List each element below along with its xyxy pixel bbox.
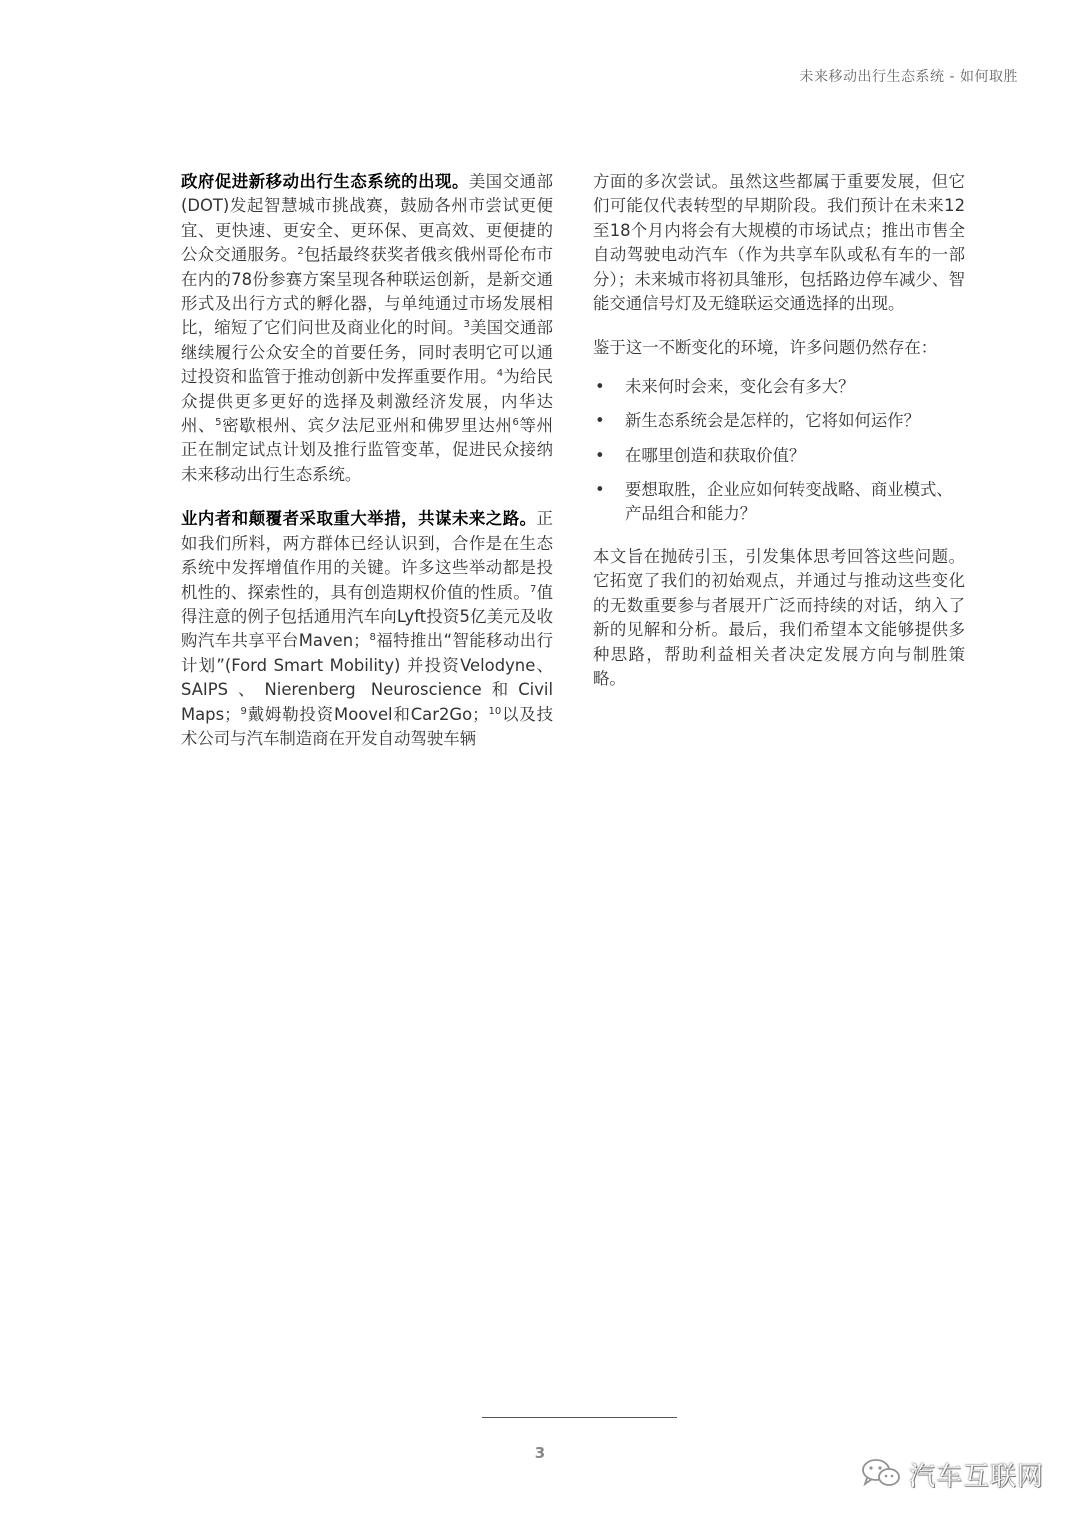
- footer-divider: [482, 1417, 677, 1418]
- footnote-ref: 9: [240, 705, 247, 717]
- body-text: 正如我们所料，两方群体已经认识到，合作是在生态系统中发挥增值作用的关键。许多这些举动都是投机性的、探索性的，具有创造期权价值的性质。: [181, 509, 553, 602]
- body-text: 美国交通部继续履行公众安全的首要任务，同时表明它可以通过投资和监管于推动创新中发挥重要作用。: [181, 318, 554, 387]
- footnote-ref: 2: [297, 246, 304, 258]
- body-text: 值得注意的例子包括通用汽车向Lyft投资5亿美元及收购汽车共享平台Maven；: [181, 582, 554, 651]
- running-header: 未来移动出行生态系统 - 如何取胜: [799, 69, 1018, 85]
- paragraph-lead: 政府促进新移动出行生态系统的出现。: [181, 172, 469, 191]
- list-item-text: 要想取胜，企业应如何转变战略、商业模式、产品组合和能力？: [625, 480, 953, 524]
- paragraph-government: [181, 170, 553, 487]
- watermark: [861, 1456, 1044, 1493]
- body-text: 密歇根州、宾夕法尼亚州和佛罗里达州: [221, 416, 513, 436]
- question-list: [593, 375, 965, 527]
- list-item: [593, 478, 965, 527]
- paragraph-questions-intro: 鉴于这一不断变化的环境，许多问题仍然存在：: [593, 338, 938, 358]
- right-column: [593, 170, 965, 691]
- watermark-text: 汽车互联网: [908, 1462, 1044, 1492]
- wechat-icon: [861, 1458, 901, 1492]
- paragraph-industry: [181, 507, 553, 751]
- list-item: [593, 444, 965, 468]
- footnote-ref: 8: [369, 632, 376, 644]
- footnote-ref: 6: [512, 417, 519, 429]
- footnote-ref: 3: [463, 319, 470, 331]
- left-column: [181, 170, 553, 751]
- list-item: [593, 409, 965, 433]
- bullet-icon: •: [595, 480, 605, 500]
- footnote-ref: 7: [530, 583, 537, 595]
- body-text: 美国交通部(DOT)发起智慧城市挑战赛，鼓励各州市尝试更便宜、更快速、更安全、更环保、更高效、更便捷的公众交通服务。: [181, 172, 554, 265]
- body-text: 等州正在制定试点计划及推行监管变革，促进民众接纳未来移动出行生态系统。: [181, 416, 554, 484]
- bullet-icon: •: [595, 445, 605, 465]
- paragraph-conclusion: 本文旨在抛砖引玉，引发集体思考回答这些问题。它拓宽了我们的初始观点，并通过与推动这些变化的无数重要参与者展开广泛而持续的对话，纳入了新的见解和分析。最后，我们希望本文能够提供多种思路，帮助利益相关者决定发展方向与制胜策略。: [593, 546, 965, 688]
- list-item-text: 在哪里创造和获取价值？: [625, 445, 806, 465]
- body-text: 以及技术公司与汽车制造商在开发自动驾驶车辆: [181, 704, 554, 748]
- bullet-icon: •: [595, 411, 605, 431]
- footnote-ref: 5: [215, 417, 222, 429]
- paragraph-continuation: 方面的多次尝试。虽然这些都属于重要发展，但它们可能仅代表转型的早期阶段。我们预计在未来12至18个月内将会有大规模的市场试点；推出市售全自动驾驶电动汽车（作为共享车队或私有车的一部分）；未来城市将初具雏形，包括路边停车减少、智能交通信号灯及无缝联运交通选择的出现。: [593, 172, 965, 314]
- paragraph-lead: 业内者和颠覆者采取重大举措，共谋未来之路。: [181, 509, 537, 529]
- body-text: 包括最终获奖者俄亥俄州哥伦布市在内的78份参赛方案呈现各种联运创新，是新交通形式及出行方式的孵化器，与单纯通过市场发展相比，缩短了它们问世及商业化的时间。: [181, 245, 554, 338]
- list-item: [593, 375, 965, 399]
- list-item-text: 未来何时会来，变化会有多大？: [625, 376, 855, 396]
- body-text: 为给民众提供更多更好的选择及刺激经济发展，内华达州、: [181, 367, 554, 436]
- footnote-ref: 10: [488, 705, 502, 717]
- footnote-ref: 4: [496, 368, 504, 380]
- page-number: 3: [534, 1444, 546, 1462]
- body-text: 戴姆勒投资Moovel和Car2Go；: [246, 704, 489, 724]
- bullet-icon: •: [595, 376, 605, 396]
- list-item-text: 新生态系统会是怎样的，它将如何运作？: [625, 411, 921, 431]
- body-text: 福特推出“智能移动出行计划”(Ford Smart Mobility) 并投资Velodyne、SAIPS、Nierenberg Neuroscience和Civil Maps；: [181, 631, 553, 724]
